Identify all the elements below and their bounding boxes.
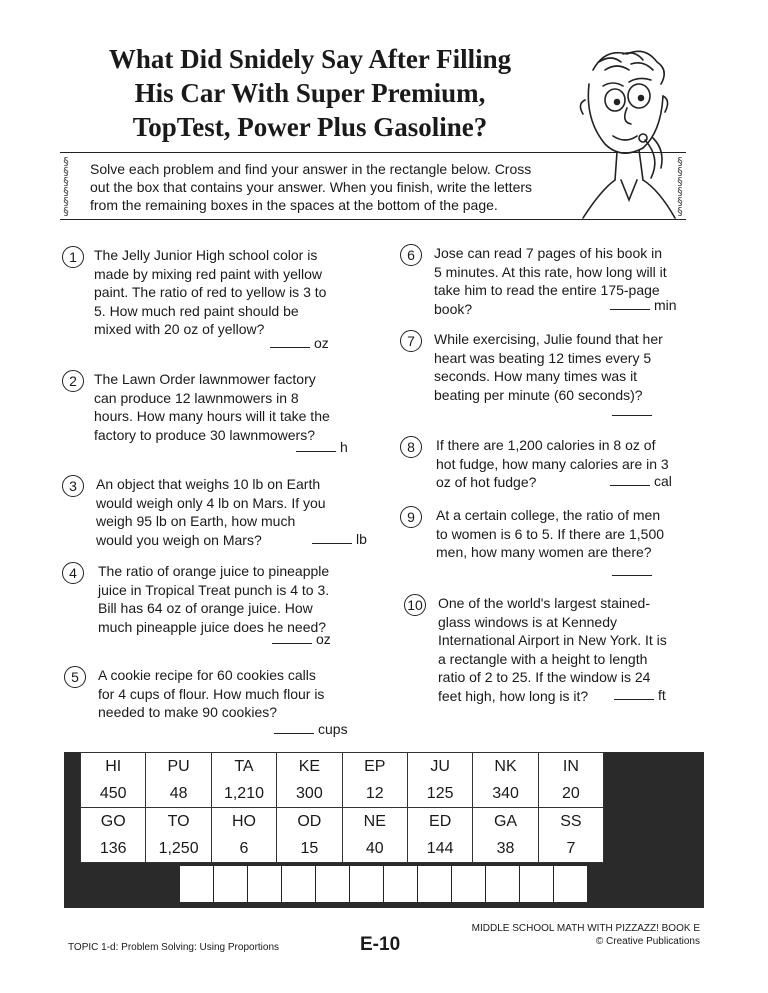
problem-text	[98, 562, 329, 636]
letter-box[interactable]	[384, 866, 418, 902]
answer-blank[interactable]	[610, 472, 672, 491]
value-cell[interactable]: 1,210	[211, 780, 276, 808]
code-cell[interactable]: SS	[538, 808, 603, 836]
problem-line: An object that weighs 10 lb on Earth	[96, 476, 321, 492]
problem-line: feet high, how long is it?	[438, 687, 589, 704]
copyright: © Creative Publications	[595, 936, 700, 947]
problem-line: One of the world's largest stained-	[438, 595, 651, 611]
problem-line: juice in Tropical Treat punch is 4 to 3.	[98, 581, 330, 598]
letter-box[interactable]	[554, 866, 587, 902]
value-cell[interactable]: 125	[407, 780, 472, 808]
book-title: MIDDLE SCHOOL MATH WITH PIZZAZZ! BOOK E	[471, 923, 700, 934]
problem-line: would weigh only 4 lb on Mars. If you	[96, 494, 326, 511]
letter-box[interactable]	[214, 866, 248, 902]
code-cell[interactable]: JU	[407, 753, 472, 781]
publisher-info	[472, 922, 700, 948]
code-cell[interactable]: GA	[473, 808, 538, 836]
answer-blank[interactable]	[272, 630, 331, 649]
letter-box[interactable]	[180, 866, 214, 902]
value-cell[interactable]: 12	[342, 780, 407, 808]
problem-line: paint. The ratio of red to yellow is 3 to	[94, 284, 327, 300]
problem-line: can produce 12 lawnmowers in 8	[94, 389, 299, 406]
problem-5	[62, 664, 372, 740]
code-cell[interactable]: HO	[211, 808, 276, 836]
problem-line: take him to read the entire 175-page	[434, 282, 660, 298]
problem-3	[60, 473, 370, 549]
code-cell[interactable]: HI	[81, 753, 146, 781]
problem-line: Jose can read 7 pages of his book in	[434, 245, 663, 261]
problem-2	[60, 368, 370, 458]
answer-blank[interactable]	[614, 686, 666, 705]
value-cell[interactable]: 1,250	[146, 835, 211, 863]
code-cell[interactable]: IN	[538, 753, 603, 781]
answer-unit: oz	[314, 335, 329, 351]
problem-text	[94, 246, 326, 339]
problem-line: If there are 1,200 calories in 8 oz of	[436, 437, 656, 453]
value-cell[interactable]: 20	[538, 780, 603, 808]
problem-number-badge: 4	[62, 562, 84, 584]
problem-line: heart was beating 12 times every 5	[434, 349, 652, 366]
problem-text	[434, 330, 663, 404]
value-cell[interactable]: 15	[277, 835, 342, 863]
code-cell[interactable]: NE	[342, 808, 407, 836]
problem-line: hot fudge, how many calories are in 3	[436, 455, 669, 472]
problem-line: hours. How many hours will it take the	[94, 408, 330, 424]
value-cell[interactable]: 38	[473, 835, 538, 863]
topic-label: TOPIC 1-d: Problem Solving: Using Proportions	[68, 942, 280, 953]
table-row	[81, 780, 604, 808]
problem-line: 5. How much red paint should be	[94, 302, 299, 319]
answer-unit: cups	[318, 721, 348, 737]
value-cell[interactable]: 136	[81, 835, 146, 863]
problem-line: to women is 6 to 5. If there are 1,500	[436, 525, 665, 542]
title-line-3: TopTest, Power Plus Gasoline?	[132, 112, 488, 142]
problem-1	[60, 244, 370, 354]
answer-unit: min	[654, 297, 677, 313]
letter-box[interactable]	[316, 866, 350, 902]
page-title	[70, 42, 550, 144]
problem-line: factory to produce 30 lawnmowers?	[94, 426, 315, 443]
letter-box[interactable]	[418, 866, 452, 902]
answer-grid	[64, 752, 704, 908]
letter-box[interactable]	[486, 866, 520, 902]
letter-box[interactable]	[248, 866, 282, 902]
table-row	[81, 835, 604, 863]
problem-line: beating per minute (60 seconds)?	[434, 386, 643, 403]
problem-line: much pineapple juice does he need?	[98, 618, 327, 635]
problem-line: men, how many women are there?	[436, 544, 652, 560]
code-cell[interactable]: TO	[146, 808, 211, 836]
value-cell[interactable]: 6	[211, 835, 276, 863]
problem-number-badge: 10	[404, 594, 426, 616]
code-cell[interactable]: PU	[146, 753, 211, 781]
instructions-line-2: out the box that contains your answer. When you finish, write the letters	[90, 179, 533, 195]
title-line-2: His Car With Super Premium,	[134, 78, 486, 108]
instructions-line-1: Solve each problem and find your answer in the rectangle below. Cross	[90, 161, 532, 177]
answer-letter-boxes	[180, 866, 587, 902]
spiral-border-left-icon: § § § § § §	[63, 155, 69, 218]
problem-line: International Airport in New York. It is	[438, 632, 667, 648]
instructions-line-3: from the remaining boxes in the spaces at the bottom of the page.	[90, 197, 498, 213]
problem-4	[60, 560, 370, 650]
problem-line: While exercising, Julie found that her	[434, 331, 663, 347]
answer-blank[interactable]	[312, 530, 367, 549]
problem-7	[398, 328, 698, 423]
problem-line: glass windows is at Kennedy	[438, 613, 617, 630]
problem-text	[96, 475, 326, 549]
problem-6	[398, 242, 698, 322]
instructions-text	[90, 160, 580, 214]
problem-8	[398, 434, 698, 496]
answer-blank[interactable]	[270, 334, 329, 353]
code-cell[interactable]: NK	[473, 753, 538, 781]
answer-unit: lb	[356, 531, 367, 547]
code-cell[interactable]: TA	[211, 753, 276, 781]
answer-blank[interactable]	[610, 296, 677, 315]
problem-line: weigh 95 lb on Earth, how much	[96, 513, 296, 529]
problem-9	[398, 504, 698, 576]
problem-line: A cookie recipe for 60 cookies calls	[98, 667, 316, 683]
answer-unit: oz	[316, 631, 331, 647]
answer-unit: ft	[658, 687, 666, 703]
problem-number-badge: 7	[400, 330, 422, 352]
title-line-1: What Did Snidely Say After Filling	[108, 44, 512, 74]
code-cell[interactable]: KE	[277, 753, 342, 781]
problem-number-badge: 2	[62, 370, 84, 392]
spiral-border-right-icon: § § § § § §	[677, 155, 683, 218]
answer-unit: h	[340, 439, 348, 455]
problem-line: The Lawn Order lawnmower factory	[94, 371, 316, 387]
problem-number-badge: 3	[62, 475, 84, 497]
answer-blank[interactable]	[274, 720, 348, 739]
problem-text	[94, 370, 330, 444]
problem-number-badge: 1	[62, 246, 84, 268]
problem-line: seconds. How many times was it	[434, 368, 638, 384]
problem-text	[98, 666, 324, 722]
problem-line: needed to make 90 cookies?	[98, 704, 278, 720]
value-cell[interactable]: 340	[473, 780, 538, 808]
problem-line: book?	[434, 300, 473, 317]
answer-unit: cal	[654, 473, 672, 489]
problem-text	[436, 506, 664, 562]
problem-line: mixed with 20 oz of yellow?	[94, 321, 265, 337]
problem-line: would you weigh on Mars?	[96, 531, 262, 548]
problem-line: oz of hot fudge?	[436, 474, 537, 490]
instructions-box	[60, 152, 686, 220]
letter-box[interactable]	[452, 866, 486, 902]
problem-line: ratio of 2 to 25. If the window is 24	[438, 669, 651, 685]
problem-line: a rectangle with a height to length	[438, 650, 648, 667]
value-cell[interactable]: 450	[81, 780, 146, 808]
answer-blank[interactable]	[612, 562, 656, 581]
problem-line: for 4 cups of flour. How much flour is	[98, 685, 325, 702]
letter-box[interactable]	[520, 866, 554, 902]
code-cell[interactable]: ED	[407, 808, 472, 836]
code-cell[interactable]: GO	[81, 808, 146, 836]
value-cell[interactable]: 7	[538, 835, 603, 863]
problem-line: 5 minutes. At this rate, how long will it	[434, 263, 667, 280]
code-cell[interactable]: EP	[342, 753, 407, 781]
problem-10	[402, 592, 702, 712]
problem-line: made by mixing red paint with yellow	[94, 265, 322, 282]
problem-number-badge: 6	[400, 244, 422, 266]
problem-line: The ratio of orange juice to pineapple	[98, 563, 330, 579]
answer-blank[interactable]	[296, 438, 348, 457]
letter-box[interactable]	[350, 866, 384, 902]
value-cell[interactable]: 144	[407, 835, 472, 863]
code-cell[interactable]: OD	[277, 808, 342, 836]
problem-line: Bill has 64 oz of orange juice. How	[98, 600, 313, 616]
value-cell[interactable]: 48	[146, 780, 211, 808]
table-row	[81, 753, 604, 781]
value-cell[interactable]: 300	[277, 780, 342, 808]
problem-line: At a certain college, the ratio of men	[436, 507, 661, 523]
answer-blank[interactable]	[612, 402, 656, 421]
answer-code-table	[80, 752, 604, 863]
problem-number-badge: 8	[400, 436, 422, 458]
page-number: E-10	[360, 934, 401, 955]
problem-number-badge: 9	[400, 506, 422, 528]
problem-line: The Jelly Junior High school color is	[94, 247, 318, 263]
value-cell[interactable]: 40	[342, 835, 407, 863]
letter-box[interactable]	[282, 866, 316, 902]
problem-number-badge: 5	[64, 666, 86, 688]
table-row	[81, 808, 604, 836]
